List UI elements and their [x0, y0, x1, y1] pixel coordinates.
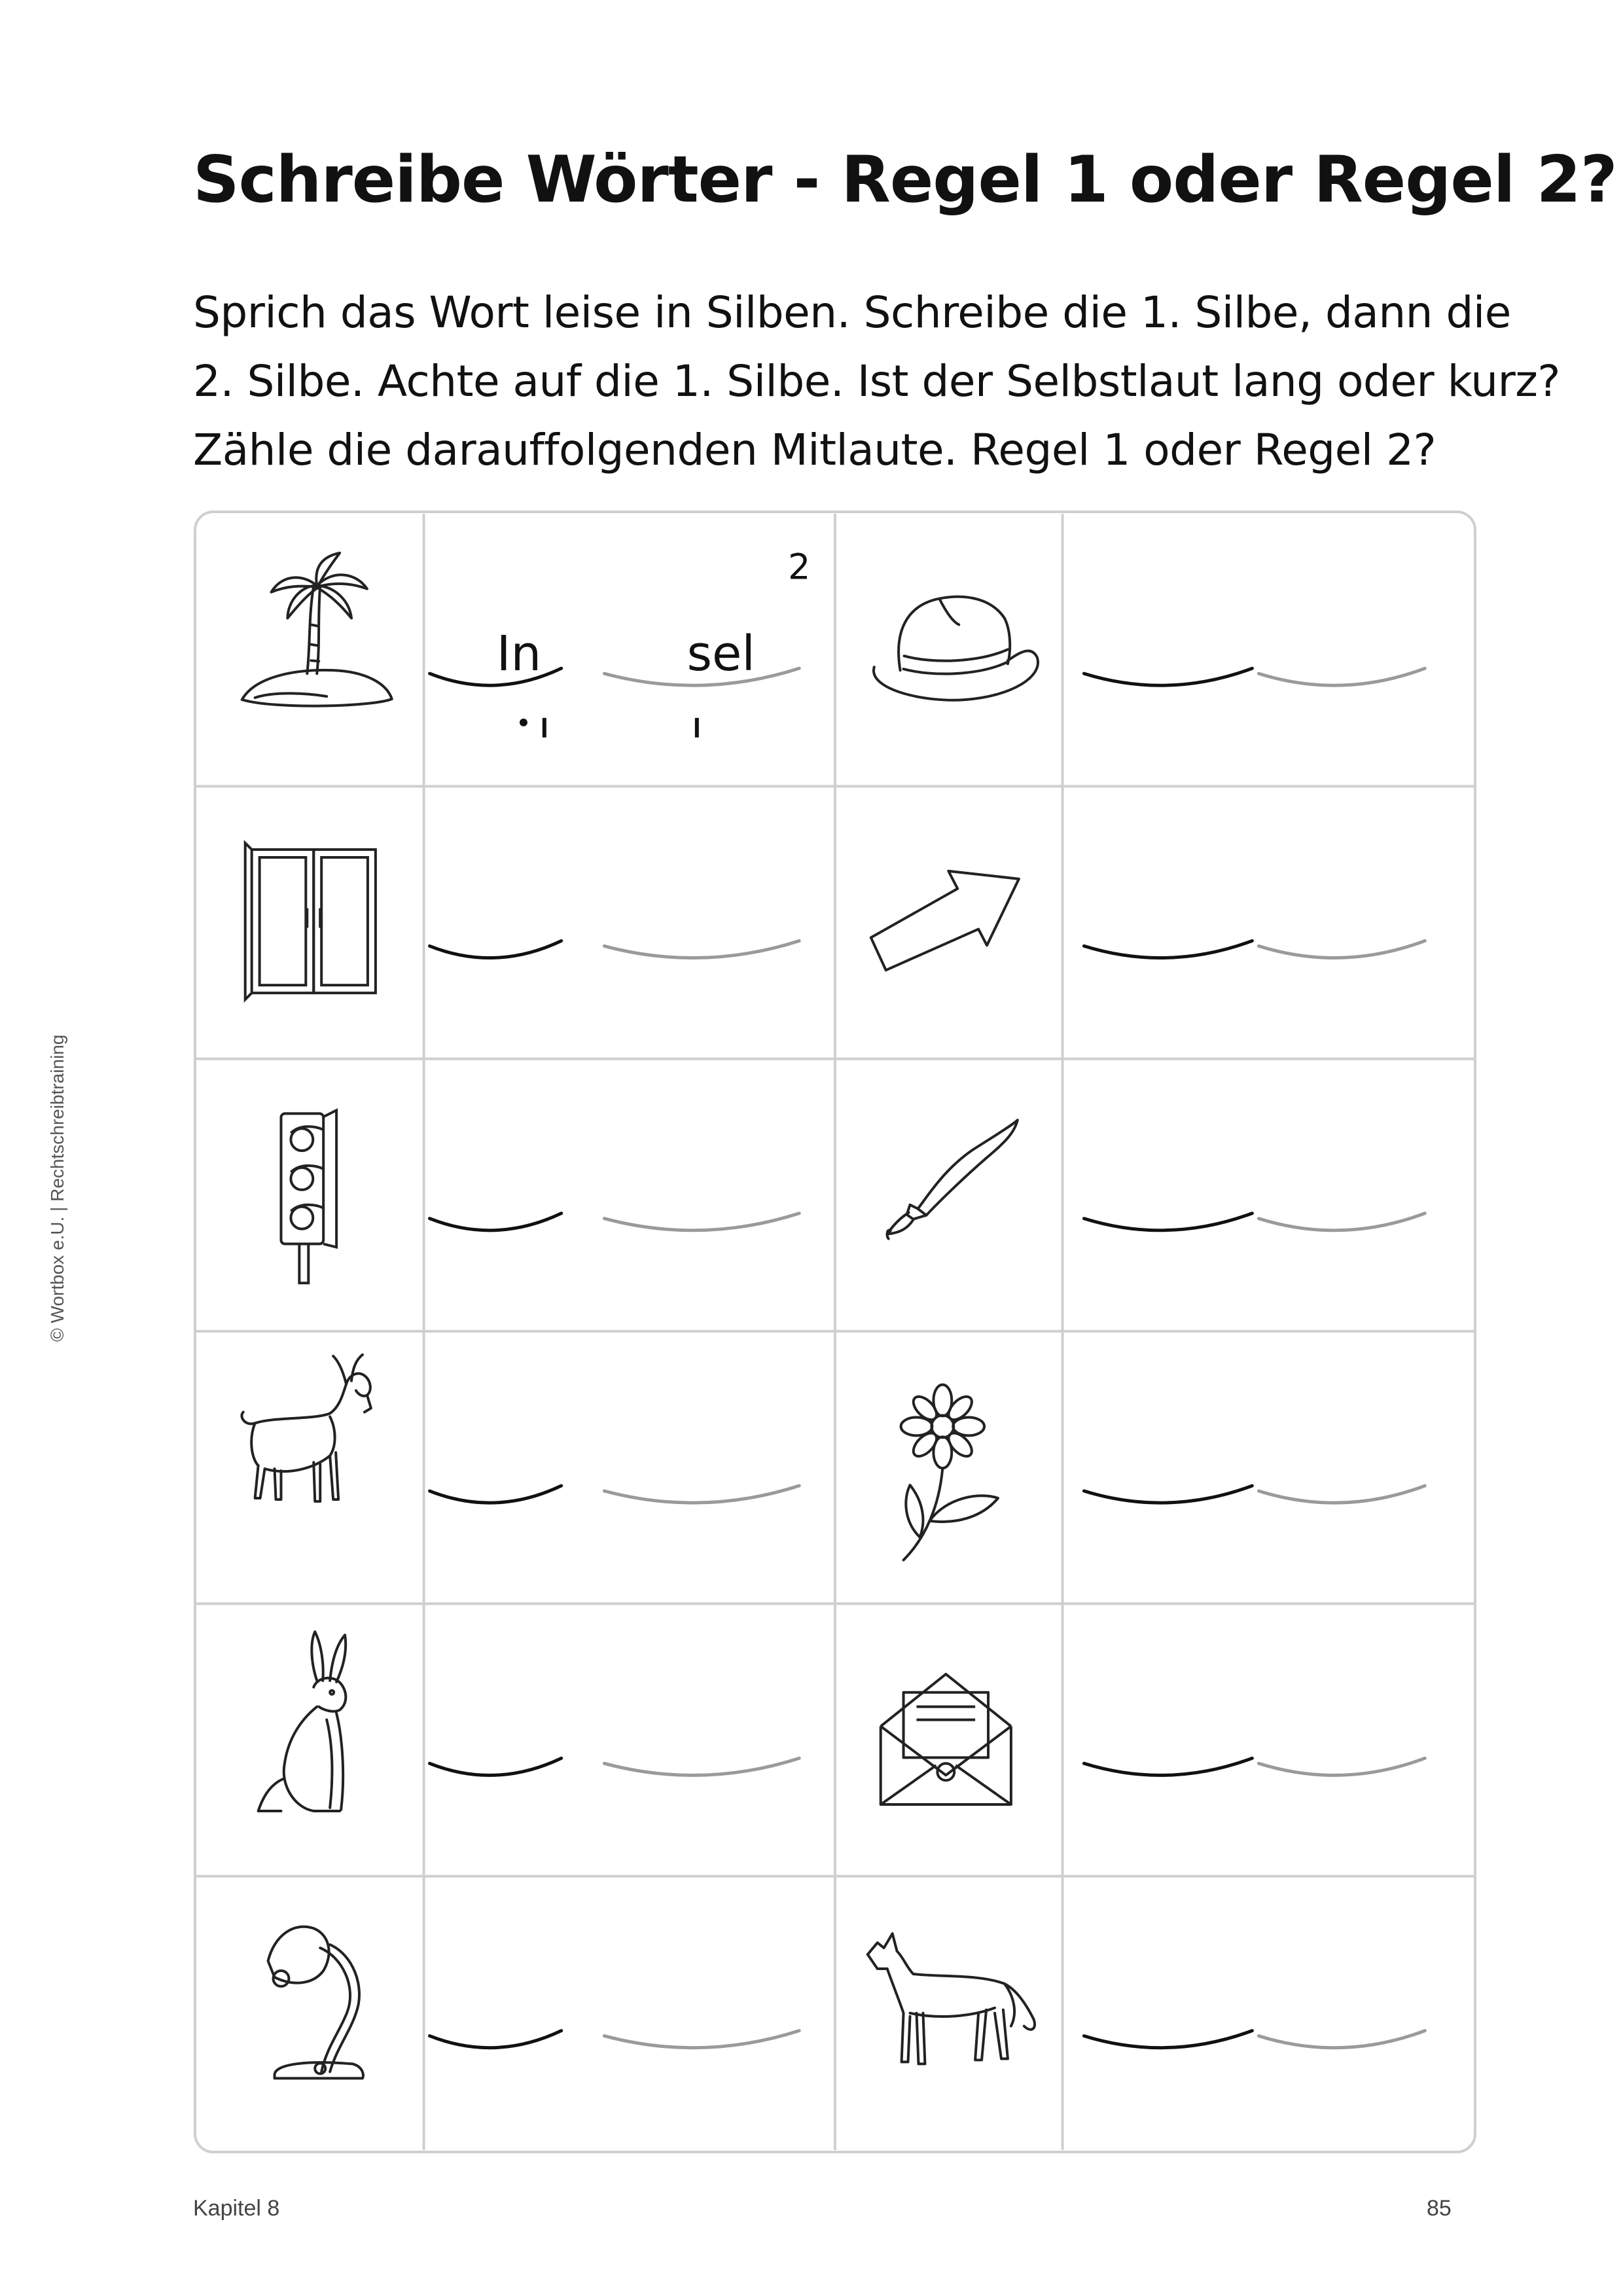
first-syllable-arc[interactable] — [430, 941, 562, 958]
first-syllable-arc[interactable] — [1084, 2031, 1252, 2048]
window-icon — [245, 843, 376, 999]
vowel-marks — [520, 718, 699, 738]
second-syllable-arc[interactable] — [1258, 1213, 1425, 1230]
envelope-icon — [881, 1674, 1011, 1804]
first-syllable-arc[interactable] — [430, 668, 562, 685]
footer-page-number: 85 — [1427, 2196, 1452, 2221]
desk-lamp-icon — [268, 1927, 363, 2079]
second-syllable-arc[interactable] — [604, 941, 799, 958]
stress-mark — [695, 718, 699, 738]
second-syllable-arc[interactable] — [604, 1213, 799, 1230]
example-syllable-2: sel — [687, 626, 755, 683]
stress-mark — [543, 718, 546, 738]
first-syllable-arc[interactable] — [1084, 1213, 1252, 1230]
goat-icon — [241, 1355, 370, 1501]
first-syllable-arc[interactable] — [1084, 1758, 1252, 1775]
example-rule-number: 2 — [788, 546, 811, 588]
wolf-icon — [868, 1933, 1035, 2064]
exercise-grid — [196, 513, 1474, 2151]
first-syllable-arc[interactable] — [430, 2031, 562, 2048]
first-syllable-arc[interactable] — [1084, 668, 1252, 685]
instruction-line: 2. Silbe. Achte auf die 1. Silbe. Ist der Selbstlaut lang oder kurz? — [193, 356, 1560, 406]
first-syllable-arc[interactable] — [430, 1213, 562, 1230]
island-palm-icon — [242, 553, 392, 706]
hat-icon — [874, 597, 1038, 700]
first-syllable-arc[interactable] — [1084, 1486, 1252, 1503]
flower-icon — [901, 1385, 998, 1560]
copyright-side-text: © Wortbox e.U. | Rechtschreibtraining — [47, 1034, 67, 1342]
second-syllable-arc[interactable] — [1258, 668, 1425, 685]
exercise-table — [194, 511, 1476, 2153]
first-syllable-arc[interactable] — [1084, 941, 1252, 958]
second-syllable-arc[interactable] — [1258, 1486, 1425, 1503]
syllable-arcs — [430, 668, 1425, 2048]
first-syllable-arc[interactable] — [430, 1486, 562, 1503]
traffic-light-icon — [281, 1110, 336, 1283]
second-syllable-arc[interactable] — [604, 1486, 799, 1503]
second-syllable-arc[interactable] — [604, 1758, 799, 1775]
example-syllable-1: In — [496, 626, 542, 683]
second-syllable-arc[interactable] — [604, 2031, 799, 2048]
page-title: Schreibe Wörter - Regel 1 oder Regel 2? — [193, 143, 1617, 217]
arrow-icon — [871, 871, 1019, 970]
second-syllable-arc[interactable] — [1258, 1758, 1425, 1775]
second-syllable-arc[interactable] — [1258, 941, 1425, 958]
grid-lines — [196, 514, 1474, 2150]
paintbrush-icon — [887, 1120, 1018, 1238]
second-syllable-arc[interactable] — [1258, 2031, 1425, 2048]
first-syllable-arc[interactable] — [430, 1758, 562, 1775]
instructions — [193, 278, 1560, 484]
instruction-line: Zähle die darauffolgenden Mitlaute. Regel 1 oder Regel 2? — [193, 425, 1436, 475]
rabbit-icon — [259, 1632, 346, 1811]
footer-chapter: Kapitel 8 — [193, 2196, 280, 2221]
instruction-line: Sprich das Wort leise in Silben. Schreibe die 1. Silbe, dann die — [193, 287, 1511, 338]
short-vowel-dot — [520, 719, 527, 726]
